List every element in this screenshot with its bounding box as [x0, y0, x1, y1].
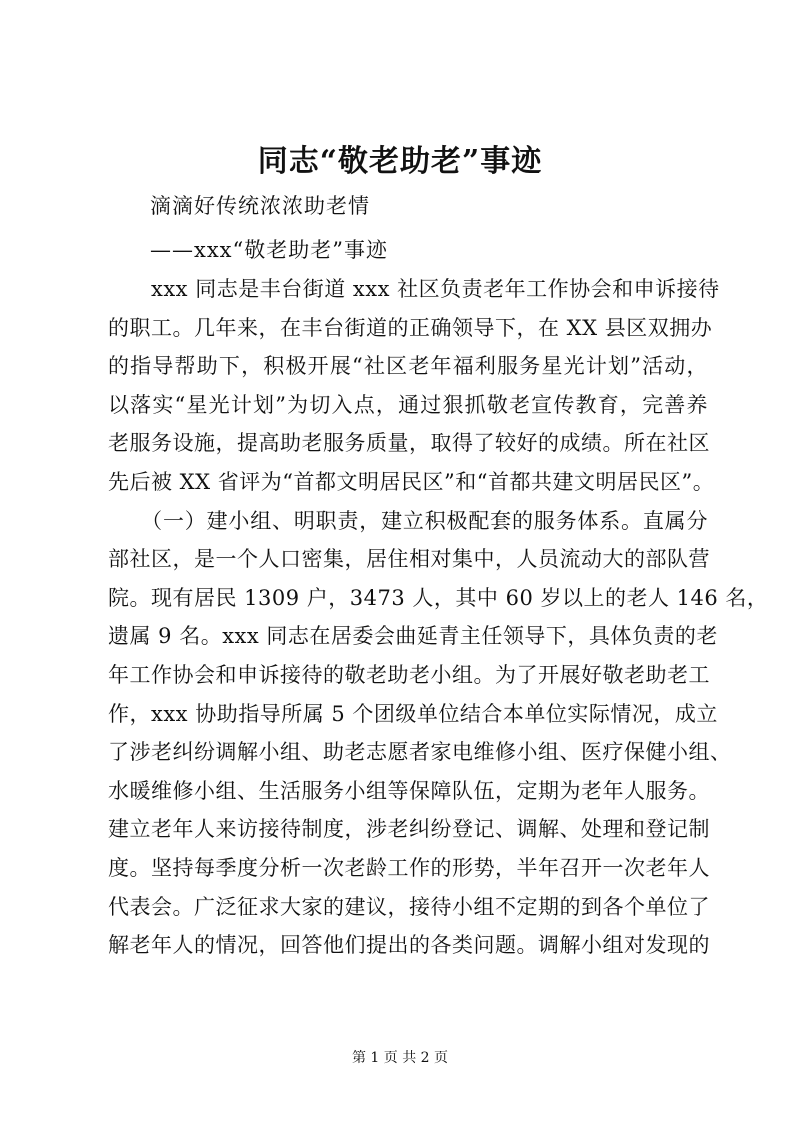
page-footer: 第 1 页 共 2 页	[351, 1050, 449, 1066]
document-byline: ——xxx“敬老助老”事迹	[150, 238, 389, 262]
body-line: 代表会。广泛征求大家的建议，接待小组不定期的到各个单位了	[108, 894, 710, 919]
body-line: 的职工。几年来，在丰台街道的正确领导下，在 XX 县区双拥办	[108, 315, 713, 340]
body-line: 建立老年人来访接待制度，涉老纠纷登记、调解、处理和登记制	[108, 817, 710, 842]
body-line: 度。坚持每季度分析一次老龄工作的形势，半年召开一次老年人	[108, 855, 710, 880]
body-line: xxx 同志是丰台街道 xxx 社区负责老年工作协会和申诉接待	[108, 277, 720, 301]
body-line: 的指导帮助下，积极开展“社区老年福利服务星光计划”活动，	[108, 354, 708, 379]
body-line: （一）建小组、明职责，建立积极配套的服务体系。直属分	[108, 508, 708, 533]
body-line: 年工作协会和申诉接待的敬老助老小组。为了开展好敬老助老工	[108, 662, 710, 687]
body-line: 先后被 XX 省评为“首都文明居民区”和“首都共建文明居民区”。	[108, 469, 715, 494]
document-subtitle: 滴滴好传统浓浓助老情	[150, 194, 370, 218]
body-line: 水暖维修小组、生活服务小组等保障队伍，定期为老年人服务。	[108, 778, 710, 803]
body-line: 院。现有居民 1309 户，3473 人，其中 60 岁以上的老人 146 名，	[108, 585, 769, 610]
body-line: 解老年人的情况，回答他们提出的各类问题。调解小组对发现的	[108, 933, 710, 958]
body-line: 遗属 9 名。xxx 同志在居委会曲延青主任领导下，具体负责的老	[108, 624, 718, 649]
body-line: 以落实“星光计划”为切入点，通过狠抓敬老宣传教育，完善养	[108, 392, 708, 417]
document-title: 同志“敬老助老”事迹	[257, 144, 543, 179]
body-line: 老服务设施，提高助老服务质量，取得了较好的成绩。所在社区	[108, 431, 710, 456]
body-line: 了涉老纠纷调解小组、助老志愿者家电维修小组、医疗保健小组、	[108, 740, 732, 765]
body-line: 部社区，是一个人口密集，居住相对集中，人员流动大的部队营	[108, 547, 710, 572]
body-line: 作，xxx 协助指导所属 5 个团级单位结合本单位实际情况，成立	[108, 701, 718, 726]
document-body	[108, 270, 769, 965]
